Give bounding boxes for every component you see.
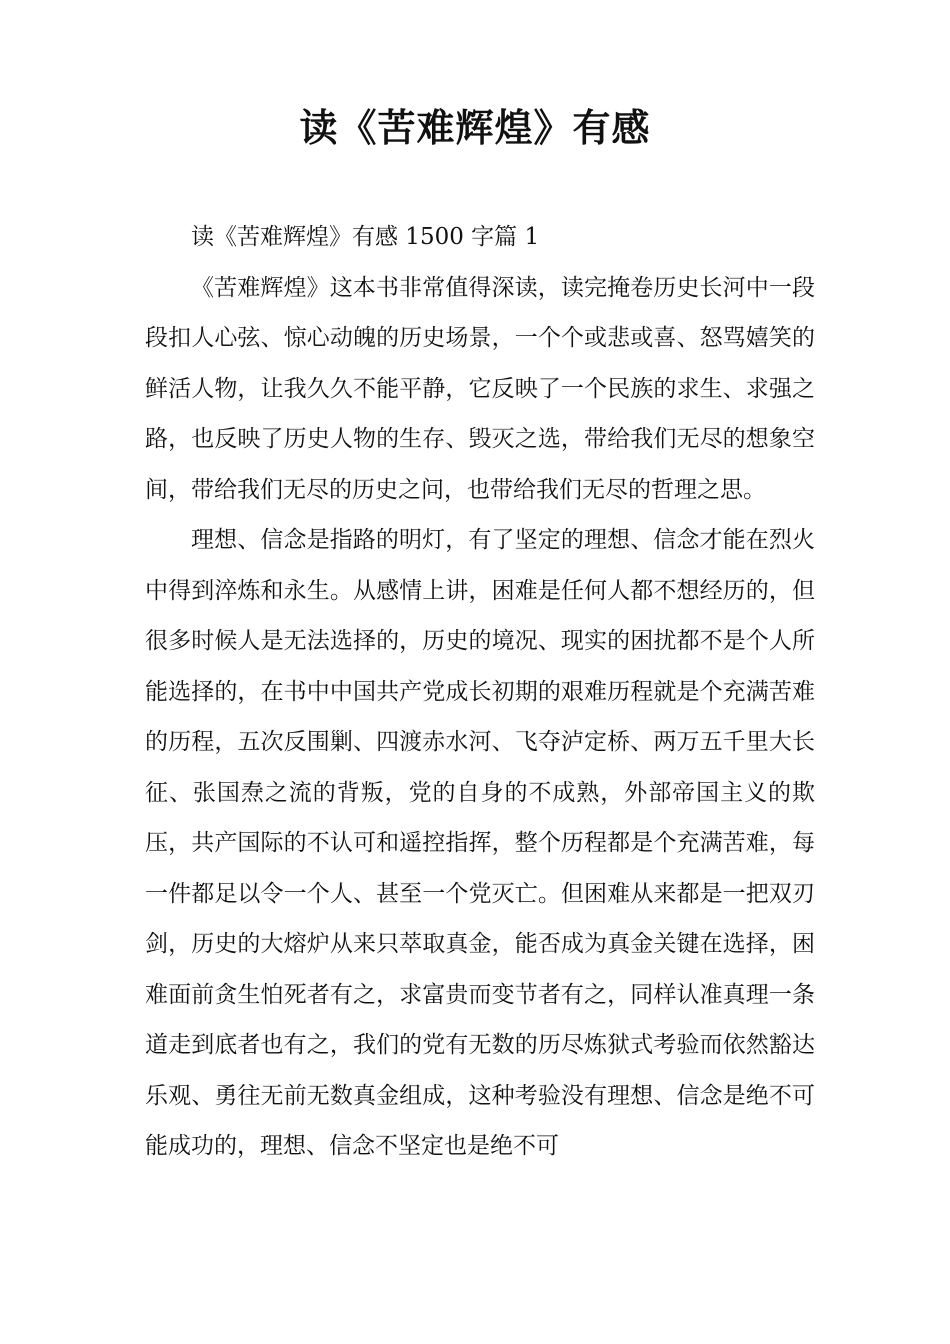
section-heading: 读《苦难辉煌》有感 1500 字篇 1 xyxy=(191,224,540,250)
paragraph-2: 理想、信念是指路的明灯，有了坚定的理想、信念才能在烈火中得到淬炼和永生。从感情上讲，困难是任何人都不想经历的，但很多时候人是无法选择的，历史的境况、现实的困扰都不是个人所能选择的，在书中中国共产党成长初期的艰难历程就是个充满苦难的历程，五次反围剿、四渡赤水河、飞夺泸定桥、两万五千里大长征、张国焘之流的背叛，党的自身的不成熟，外部帝国主义的欺压，共产国际的不认可和遥控指挥，整个历程都是个充满苦难，每一件都足以令一个人、甚至一个党灭亡。但困难从来都是一把双刃剑，历史的大熔炉从来只萃取真金，能否成为真金关键在选择，困难面前贪生怕死者有之，求富贵而变节者有之，同样认准真理一条道走到底者也有之，我们的党有无数的历尽炼狱式考验而依然豁达乐观、勇往无前无数真金组成，这种考验没有理想、信念是绝不可能成功的，理想、信念不坚定也是绝不可 xyxy=(145,527,815,1159)
document-title: 读《苦难辉煌》有感 xyxy=(299,106,651,150)
document-body xyxy=(145,212,815,1172)
paragraph-1: 《苦难辉煌》这本书非常值得深读，读完掩卷历史长河中一段段扣人心弦、惊心动魄的历史场景，一个个或悲或喜、怒骂嬉笑的鲜活人物，让我久久不能平静，它反映了一个民族的求生、求强之路，也反映了历史人物的生存、毁灭之选，带给我们无尽的想象空间，带给我们无尽的历史之问，也带给我们无尽的哲理之思。 xyxy=(145,274,815,503)
